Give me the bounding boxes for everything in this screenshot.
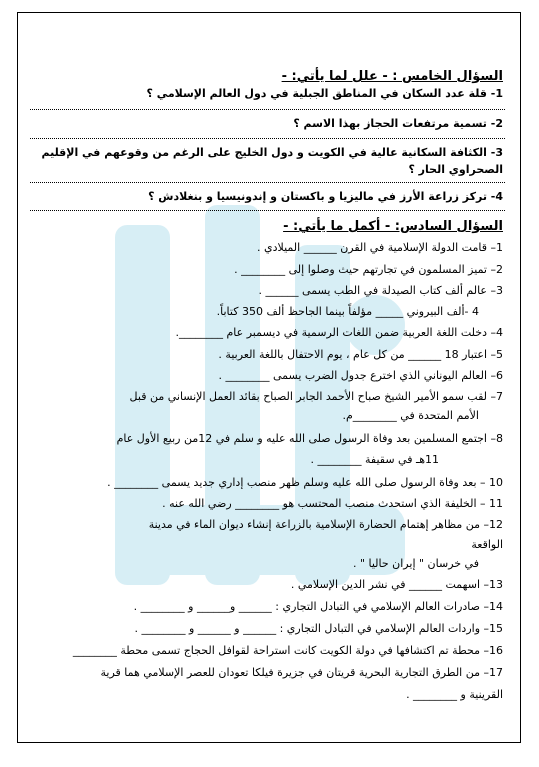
q6-item: 13– اسهمت ______ في نشر الدين الإسلامي . (290, 578, 503, 591)
q6-item-cont: 11هـ في سقيفة ________ . (310, 453, 439, 466)
answer-line (30, 182, 505, 183)
q6-item: 17– من الطرق التجارية البحرية قريتان في جزيرة فيلكا تعودان للعصر الإسلامي هما قرية (100, 666, 503, 679)
q6-item: 2– تميز المسلمون في تجارتهم حيث وصلوا إلى ________ . (234, 263, 503, 276)
q6-item-cont: في خرسان " إيران حاليا " . (352, 557, 479, 570)
q5-item-4: 4- تركز زراعة الأرز في ماليزيا و باكستان و إندونيسيا و بنغلادش ؟ (148, 190, 503, 203)
q6-item: 1– قامت الدولة الإسلامية في القرن ______ الميلادي . (257, 241, 503, 254)
q6-item: 3– عالم ألف كتاب الصيدلة في الطب يسمى ______ . (258, 284, 503, 297)
q6-item-cont: القرينية و ________ . (406, 688, 503, 701)
q5-title: السؤال الخامس : - علل لما يأتي: - (281, 69, 503, 84)
q6-item: 4– دخلت اللغة العربية ضمن اللغات الرسمية في ديسمبر عام ________. (175, 326, 503, 339)
q6-item: 7– لقب سمو الأمير الشيخ صباح الأحمد الجابر الصباح بقائد العمل الإنساني من قبل (129, 390, 503, 403)
q6-item: 8– اجتمع المسلمين بعد وفاة الرسول صلى الله عليه و سلم في 12من ربيع الأول عام (116, 432, 503, 445)
answer-line (30, 210, 505, 211)
q6-item: 14– صادرات العالم الإسلامي في التبادل التجاري : ______ و______ و ________ . (133, 600, 503, 613)
q6-item: 4 -ألف البيروني _____ مؤلفاً بينما الجاحظ ألف 350 كتاباً. (216, 305, 479, 318)
q5-item-3: 3- الكثافة السكانية عالية في الكويت و دول الخليج على الرغم من وقوعهم في الإقليم (41, 146, 503, 159)
answer-line (30, 138, 505, 139)
q6-item: 10 – بعد وفاة الرسول صلى الله عليه وسلم ظهر منصب إداري جديد يسمى ________ . (107, 476, 503, 489)
q6-title: السؤال السادس: - أكمل ما يأتي: - (283, 219, 503, 234)
q6-item: 6– العالم اليوناني الذي اخترع جدول الضرب يسمى ________ . (218, 369, 503, 382)
q6-item-cont: الأمم المتحدة في ________م. (342, 409, 479, 422)
q6-item: 5– اعتبار 18 ______ من كل عام ، يوم الاحتفال باللغة العربية . (218, 348, 503, 361)
q6-item: 15– واردات العالم الإسلامي في التبادل التجاري : ______ و ______ و ________ . (134, 622, 503, 635)
q5-item-1: 1- قلة عدد السكان في المناطق الجبلية في دول العالم الإسلامي ؟ (146, 87, 503, 100)
q5-item-2: 2- تسمية مرتفعات الحجاز بهذا الاسم ؟ (293, 117, 503, 130)
q6-item: 12– من مظاهر إهتمام الحضارة الإسلامية بالزراعة إنشاء ديوان الماء في مدينة (148, 518, 503, 531)
q6-item: 11 – الخليفة الذي استحدث منصب المحتسب هو ________ رضي الله عنه . (162, 497, 503, 510)
q6-item: 16– محطة تم اكتشافها في دولة الكويت كانت استراحة لقوافل الحجاج تسمى محطة ________ (72, 644, 503, 657)
q6-item-cont: الواقعة (471, 538, 503, 551)
answer-line (30, 109, 505, 110)
q5-item-3-cont: الصحراوي الحار ؟ (408, 163, 503, 176)
